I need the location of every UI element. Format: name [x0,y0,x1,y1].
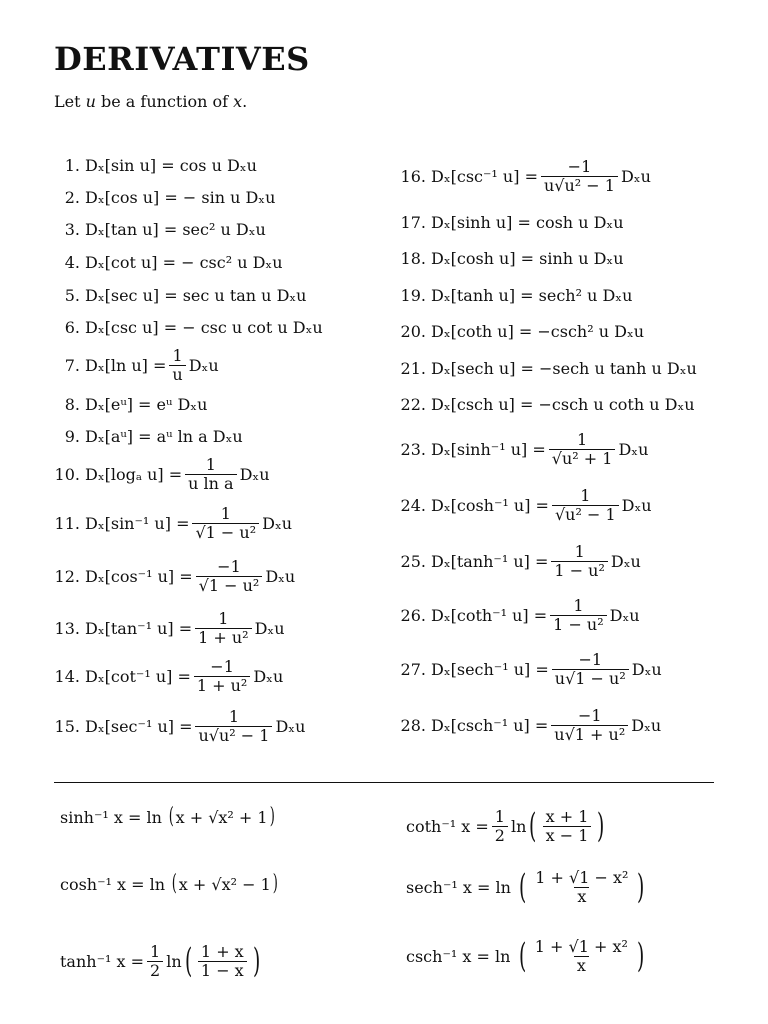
fraction: $\frac{1}{\text{u√u² − 1}}$ [195,708,272,745]
formula-13: 13. Dₓ[tan⁻¹ u] = $\frac{1}{\text{1 + u²}}$ Dₓu [54,608,285,647]
fraction: $\frac{1}{2}$ [492,808,508,845]
fraction: $\frac{-1}{\text{1 + u²}}$ [194,658,250,695]
page-title: DERIVATIVES [54,40,310,78]
fraction: $\frac{1}{\text{√u² + 1}}$ [549,431,616,468]
fraction: x + 1 x − 1 [543,808,592,845]
fraction: $\frac{1}{\text{1 + u²}}$ [195,610,251,647]
formula-23: 23. Dₓ[sinh⁻¹ u] = $\frac{1}{\text{√u² + 1}}$ Dₓu [400,429,649,468]
fraction: $\frac{1}{2}$ [147,943,163,980]
formula-26: 26. Dₓ[coth⁻¹ u] = $\frac{1}{\text{1 − u²}}$ Dₓu [400,595,640,634]
fraction: 1 + √1 + x² x [534,936,628,975]
formula-19: 19. Dₓ[tanh u] = sech² u Dₓu [400,285,633,305]
formula-28: 28. Dₓ[csch⁻¹ u] = $\frac{-1}{\text{u√1 + u²}}$ Dₓu [400,705,662,744]
section-divider [54,782,714,783]
fraction: $\frac{1}{\text{1 − u²}}$ [550,597,606,634]
identity-coth-inverse: coth⁻¹ x = $\frac{1}{2}$ ln ( x + 1 x − 1 ) [406,806,605,846]
formula-4: 4. Dₓ[cot u] = − csc² u Dₓu [64,252,283,272]
fraction: 1 + √1 − x² x [535,867,629,906]
formula-6: 6. Dₓ[csc u] = − csc u cot u Dₓu [64,317,323,337]
formula-22: 22. Dₓ[csch u] = −csch u coth u Dₓu [400,394,695,414]
fraction: $\frac{1}{u}$ [169,347,185,384]
fraction: $\frac{-1}{\text{√1 − u²}}$ [196,558,263,595]
formula-1: 1. Dₓ[sin u] = cos u Dₓu [64,155,257,175]
intro-text: Let u be a function of x. [54,92,248,111]
identity-sech-inverse: sech⁻¹ x = ln ( 1 + √1 − x² x ) [406,867,645,907]
formula-9: 9. Dₓ[aᵘ] = aᵘ ln a Dₓu [64,426,243,446]
formula-18: 18. Dₓ[cosh u] = sinh u Dₓu [400,248,624,268]
formula-10: 10. Dₓ[logₐ u] = $\frac{1}{\text{u ln a}}$ Dₓu [54,454,270,493]
fraction: $\frac{-1}{\text{u√1 + u²}}$ [551,707,628,744]
identity-cosh-inverse: cosh⁻¹ x = ln ( x + √x² − 1 ) [60,871,278,896]
identity-csch-inverse: csch⁻¹ x = ln ( 1 + √1 + x² x ) [406,936,645,976]
fraction: $\frac{1}{\text{u ln a}}$ [185,456,236,493]
formula-8: 8. Dₓ[eᵘ] = eᵘ Dₓu [64,394,208,414]
formula-14: 14. Dₓ[cot⁻¹ u] = $\frac{-1}{\text{1 + u²}}$ Dₓu [54,656,284,695]
formula-5: 5. Dₓ[sec u] = sec u tan u Dₓu [64,285,307,305]
formula-24: 24. Dₓ[cosh⁻¹ u] = $\frac{1}{\text{√u² − 1}}$ Dₓu [400,485,652,524]
formula-7: 7. Dₓ[ln u] = $\frac{1}{u}$ Dₓu [64,345,219,384]
formula-12: 12. Dₓ[cos⁻¹ u] = $\frac{-1}{\text{√1 − u²}}$ Dₓu [54,556,296,595]
formula-20: 20. Dₓ[coth u] = −csch² u Dₓu [400,321,645,341]
formula-16: 16. Dₓ[csc⁻¹ u] = $\frac{-1}{\text{u√u² − 1}}$ Dₓu [400,156,651,195]
identity-sinh-inverse: sinh⁻¹ x = ln ( x + √x² + 1 ) [60,804,275,829]
formula-2: 2. Dₓ[cos u] = − sin u Dₓu [64,187,276,207]
fraction: $\frac{1}{\text{√1 − u²}}$ [192,505,259,542]
formula-17: 17. Dₓ[sinh u] = cosh u Dₓu [400,212,624,232]
formula-15: 15. Dₓ[sec⁻¹ u] = $\frac{1}{\text{u√u² − 1}}$ Dₓu [54,706,306,745]
identity-tanh-inverse: tanh⁻¹ x = $\frac{1}{2}$ ln ( 1 + x 1 − x ) [60,941,260,981]
fraction: $\frac{-1}{\text{u√1 − u²}}$ [552,651,629,688]
fraction: $\frac{-1}{\text{u√u² − 1}}$ [541,158,618,195]
formula-11: 11. Dₓ[sin⁻¹ u] = $\frac{1}{\text{√1 − u²}}$ Dₓu [54,503,293,542]
fraction: 1 + x 1 − x [198,943,247,980]
formula-3: 3. Dₓ[tan u] = sec² u Dₓu [64,219,266,239]
fraction: $\frac{1}{\text{1 − u²}}$ [551,543,607,580]
formula-21: 21. Dₓ[sech u] = −sech u tanh u Dₓu [400,358,697,378]
formula-25: 25. Dₓ[tanh⁻¹ u] = $\frac{1}{\text{1 − u²}}$ Dₓu [400,541,641,580]
fraction: $\frac{1}{\text{√u² − 1}}$ [552,487,619,524]
formula-27: 27. Dₓ[sech⁻¹ u] = $\frac{-1}{\text{u√1 − u²}}$ Dₓu [400,649,662,688]
